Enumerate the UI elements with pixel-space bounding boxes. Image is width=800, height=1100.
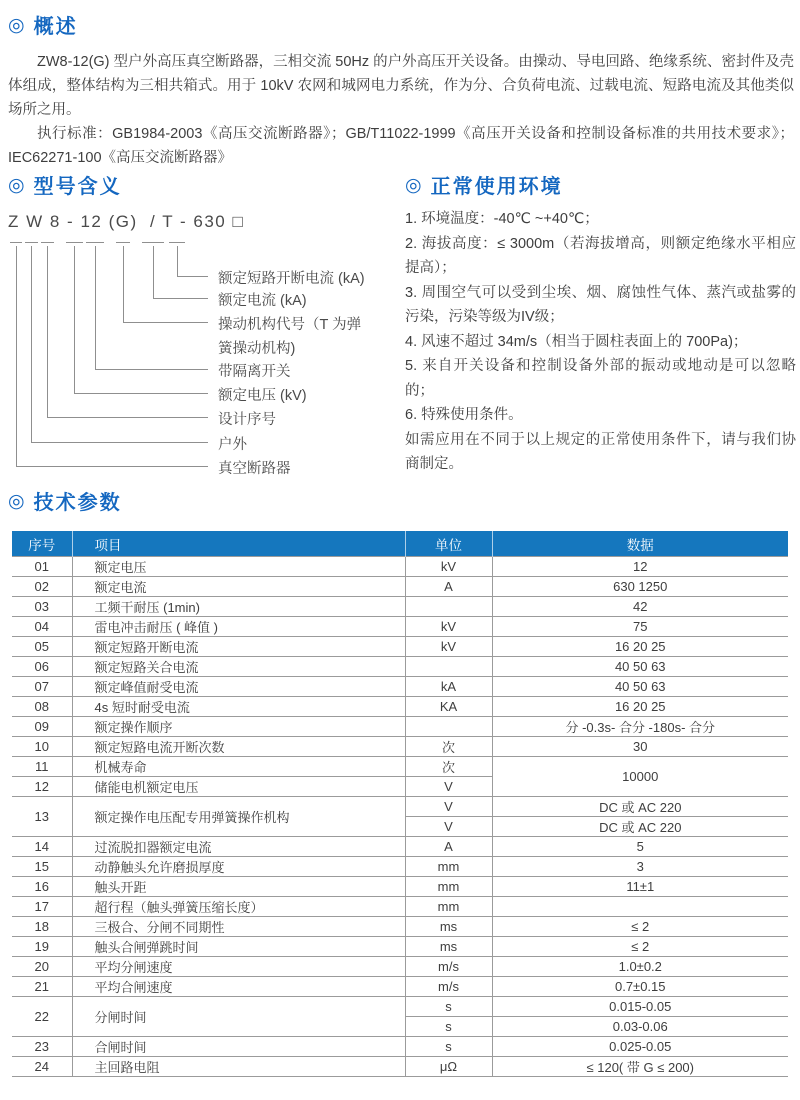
section-overview	[8, 10, 794, 170]
cell-data: DC 或 AC 220	[492, 797, 788, 817]
cell-data	[492, 897, 788, 917]
model-code: Z W 8 - 12 (G) / T - 630 □	[8, 212, 245, 231]
cell-no: 21	[12, 977, 72, 997]
table-row	[12, 717, 788, 737]
environment-item: 1. 环境温度：-40℃ ~+40℃；	[405, 211, 599, 227]
cell-item: 机械寿命	[72, 757, 405, 777]
cell-no: 24	[12, 1057, 72, 1077]
cell-unit: V	[405, 817, 492, 837]
section-bullet-icon: ◎	[405, 175, 422, 196]
cell-data: ≤ 2	[492, 937, 788, 957]
model-underline	[10, 242, 22, 243]
cell-unit: 次	[405, 737, 492, 757]
cell-data: 0.7±0.15	[492, 977, 788, 997]
cell-item: 平均分闸速度	[72, 957, 405, 977]
cell-no: 16	[12, 877, 72, 897]
cell-no: 03	[12, 597, 72, 617]
cell-data: 分 -0.3s- 合分 -180s- 合分	[492, 717, 788, 737]
model-underline	[142, 242, 164, 243]
cell-no: 02	[12, 577, 72, 597]
cell-data: 16 20 25	[492, 697, 788, 717]
table-row	[12, 797, 788, 817]
table-row	[12, 577, 788, 597]
table-row	[12, 677, 788, 697]
cell-data: 11±1	[492, 877, 788, 897]
cell-data: 16 20 25	[492, 637, 788, 657]
cell-no: 20	[12, 957, 72, 977]
environment-item: 5. 来自开关设备和控制设备外部的振动或地动是可以忽略的；	[405, 358, 796, 399]
cell-item: 工频干耐压 (1min)	[72, 597, 405, 617]
table-row	[12, 757, 788, 777]
overview-paragraph-1: ZW8-12(G) 型户外高压真空断路器，三相交流 50Hz 的户外高压开关设备。由操动、导电回路、绝缘系统、密封件及壳体组成，整体结构为三相共箱式。用于 10kV 农网和城网电力系统，作为分、合负荷电流、过载电流、短路电流及其他类似场所之用。	[8, 54, 794, 118]
model-label-disconnector: 带隔离开关	[218, 364, 291, 380]
model-label-rated-voltage: 额定电压 (kV)	[218, 388, 307, 404]
cell-data: 3	[492, 857, 788, 877]
table-row	[12, 857, 788, 877]
model-underline	[86, 242, 104, 243]
table-row	[12, 957, 788, 977]
cell-unit	[405, 717, 492, 737]
model-heading	[8, 170, 402, 199]
cell-item: 额定电压	[72, 557, 405, 577]
cell-item: 雷电冲击耐压 ( 峰值 )	[72, 617, 405, 637]
model-underline	[116, 242, 130, 243]
cell-no: 14	[12, 837, 72, 857]
cell-item: 额定峰值耐受电流	[72, 677, 405, 697]
cell-no: 11	[12, 757, 72, 777]
cell-unit: m/s	[405, 957, 492, 977]
overview-paragraph-2: 执行标准：GB1984-2003《高压交流断路器》；GB/T11022-1999《高压开关设备和控制设备标准的共用技术要求》；IEC62271-100《高压交流断路器》	[8, 126, 794, 166]
cell-unit: μΩ	[405, 1057, 492, 1077]
environment-item: 6. 特殊使用条件。	[405, 407, 523, 423]
cell-item: 额定操作电压配专用弹簧操作机构	[72, 797, 405, 837]
header-unit: 单位	[405, 531, 492, 557]
cell-data: 40 50 63	[492, 677, 788, 697]
model-connector-line	[16, 246, 208, 467]
cell-unit: ms	[405, 937, 492, 957]
overview-heading	[8, 10, 794, 39]
cell-no: 06	[12, 657, 72, 677]
cell-item: 超行程（触头弹簧压缩长度）	[72, 897, 405, 917]
cell-unit: mm	[405, 897, 492, 917]
cell-unit: mm	[405, 877, 492, 897]
cell-unit: kV	[405, 617, 492, 637]
table-row	[12, 657, 788, 677]
cell-item: 平均合闸速度	[72, 977, 405, 997]
header-item: 项目	[72, 531, 405, 557]
cell-unit	[405, 597, 492, 617]
section-bullet-icon: ◎	[8, 15, 25, 36]
table-row	[12, 597, 788, 617]
cell-unit: s	[405, 1017, 492, 1037]
cell-data: 0.03-0.06	[492, 1017, 788, 1037]
model-label-rated-current: 额定电流 (kA)	[218, 293, 307, 309]
table-row	[12, 897, 788, 917]
cell-data: 630 1250	[492, 577, 788, 597]
table-row	[12, 637, 788, 657]
cell-unit: V	[405, 797, 492, 817]
table-row	[12, 617, 788, 637]
table-row	[12, 917, 788, 937]
tech-title: 技术参数	[33, 492, 122, 514]
cell-data: 30	[492, 737, 788, 757]
section-bullet-icon: ◎	[8, 175, 25, 196]
cell-unit	[405, 657, 492, 677]
cell-data: 5	[492, 837, 788, 857]
header-no: 序号	[12, 531, 72, 557]
cell-unit: s	[405, 1037, 492, 1057]
cell-no: 08	[12, 697, 72, 717]
cell-no: 23	[12, 1037, 72, 1057]
cell-no: 12	[12, 777, 72, 797]
table-row	[12, 557, 788, 577]
cell-item: 4s 短时耐受电流	[72, 697, 405, 717]
cell-item: 额定短路关合电流	[72, 657, 405, 677]
table-row	[12, 977, 788, 997]
environment-heading	[405, 170, 796, 199]
cell-unit: kV	[405, 637, 492, 657]
model-label-design-serial: 设计序号	[218, 412, 276, 428]
cell-unit: 次	[405, 757, 492, 777]
cell-item: 三极合、分闸不同期性	[72, 917, 405, 937]
environment-item: 3. 周围空气可以受到尘埃、烟、腐蚀性气体、蒸汽或盐雾的污染，污染等级为IV级；	[405, 284, 796, 325]
cell-data: 0.025-0.05	[492, 1037, 788, 1057]
cell-item: 额定短路开断电流	[72, 637, 405, 657]
table-row	[12, 737, 788, 757]
cell-item: 额定操作顺序	[72, 717, 405, 737]
cell-no: 10	[12, 737, 72, 757]
cell-unit: kV	[405, 557, 492, 577]
cell-data: 12	[492, 557, 788, 577]
cell-item: 分闸时间	[72, 997, 405, 1037]
cell-no: 22	[12, 997, 72, 1037]
table-row	[12, 877, 788, 897]
model-label-mechanism-line2: 簧操动机构)	[218, 341, 296, 357]
model-underline	[66, 242, 83, 243]
model-underline	[25, 242, 38, 243]
cell-data: DC 或 AC 220	[492, 817, 788, 837]
cell-unit: ms	[405, 917, 492, 937]
cell-unit: mm	[405, 857, 492, 877]
cell-no: 18	[12, 917, 72, 937]
cell-unit: A	[405, 577, 492, 597]
cell-data: ≤ 2	[492, 917, 788, 937]
table-row	[12, 1057, 788, 1077]
cell-unit: KA	[405, 697, 492, 717]
cell-unit: s	[405, 997, 492, 1017]
cell-unit: V	[405, 777, 492, 797]
cell-unit: kA	[405, 677, 492, 697]
cell-no: 19	[12, 937, 72, 957]
table-row	[12, 837, 788, 857]
cell-item: 额定电流	[72, 577, 405, 597]
model-label-outdoor: 户外	[218, 437, 247, 453]
environment-item: 4. 风速不超过 34m/s（相当于圆柱表面上的 700Pa)；	[405, 333, 748, 350]
cell-unit: A	[405, 837, 492, 857]
cell-item: 主回路电阻	[72, 1057, 405, 1077]
tech-heading	[8, 486, 794, 515]
header-data: 数据	[492, 531, 788, 557]
table-row	[12, 1037, 788, 1057]
cell-data: 0.015-0.05	[492, 997, 788, 1017]
model-underline	[41, 242, 54, 243]
cell-no: 07	[12, 677, 72, 697]
cell-no: 17	[12, 897, 72, 917]
environment-title: 正常使用环境	[430, 176, 563, 198]
overview-title: 概述	[33, 16, 78, 38]
cell-no: 04	[12, 617, 72, 637]
cell-unit: m/s	[405, 977, 492, 997]
section-model-meaning	[0, 170, 402, 488]
model-underline	[169, 242, 185, 243]
section-bullet-icon: ◎	[8, 491, 25, 512]
cell-item: 触头开距	[72, 877, 405, 897]
cell-item: 触头合闸弹跳时间	[72, 937, 405, 957]
section-environment	[405, 170, 796, 477]
cell-no: 09	[12, 717, 72, 737]
cell-item: 储能电机额定电压	[72, 777, 405, 797]
cell-data: 75	[492, 617, 788, 637]
model-label-breaking-current: 额定短路开断电流 (kA)	[218, 271, 365, 287]
table-row	[12, 997, 788, 1017]
cell-data: ≤ 120( 带 G ≤ 200)	[492, 1057, 788, 1077]
model-title: 型号含义	[33, 176, 122, 198]
cell-no: 15	[12, 857, 72, 877]
cell-data: 40 50 63	[492, 657, 788, 677]
cell-no: 05	[12, 637, 72, 657]
table-header-row	[12, 531, 788, 557]
model-label-mechanism-line1: 操动机构代号（T 为弹	[218, 317, 362, 333]
cell-data-merged: 10000	[492, 757, 788, 797]
environment-item: 如需应用在不同于以上规定的正常使用条件下，请与我们协商制定。	[405, 431, 796, 472]
cell-no: 01	[12, 557, 72, 577]
tech-table	[12, 531, 788, 1077]
environment-item: 2. 海拔高度：≤ 3000m（若海拔增高，则额定绝缘水平相应提高）；	[405, 235, 796, 276]
cell-item: 动静触头允许磨损厚度	[72, 857, 405, 877]
table-row	[12, 937, 788, 957]
environment-list	[405, 207, 796, 477]
section-tech-params	[8, 486, 794, 1077]
cell-data: 1.0±0.2	[492, 957, 788, 977]
model-label-vcb: 真空断路器	[218, 461, 291, 477]
cell-item: 过流脱扣器额定电流	[72, 837, 405, 857]
cell-item: 合闸时间	[72, 1037, 405, 1057]
cell-data: 42	[492, 597, 788, 617]
cell-item: 额定短路电流开断次数	[72, 737, 405, 757]
cell-no: 13	[12, 797, 72, 837]
table-row	[12, 697, 788, 717]
